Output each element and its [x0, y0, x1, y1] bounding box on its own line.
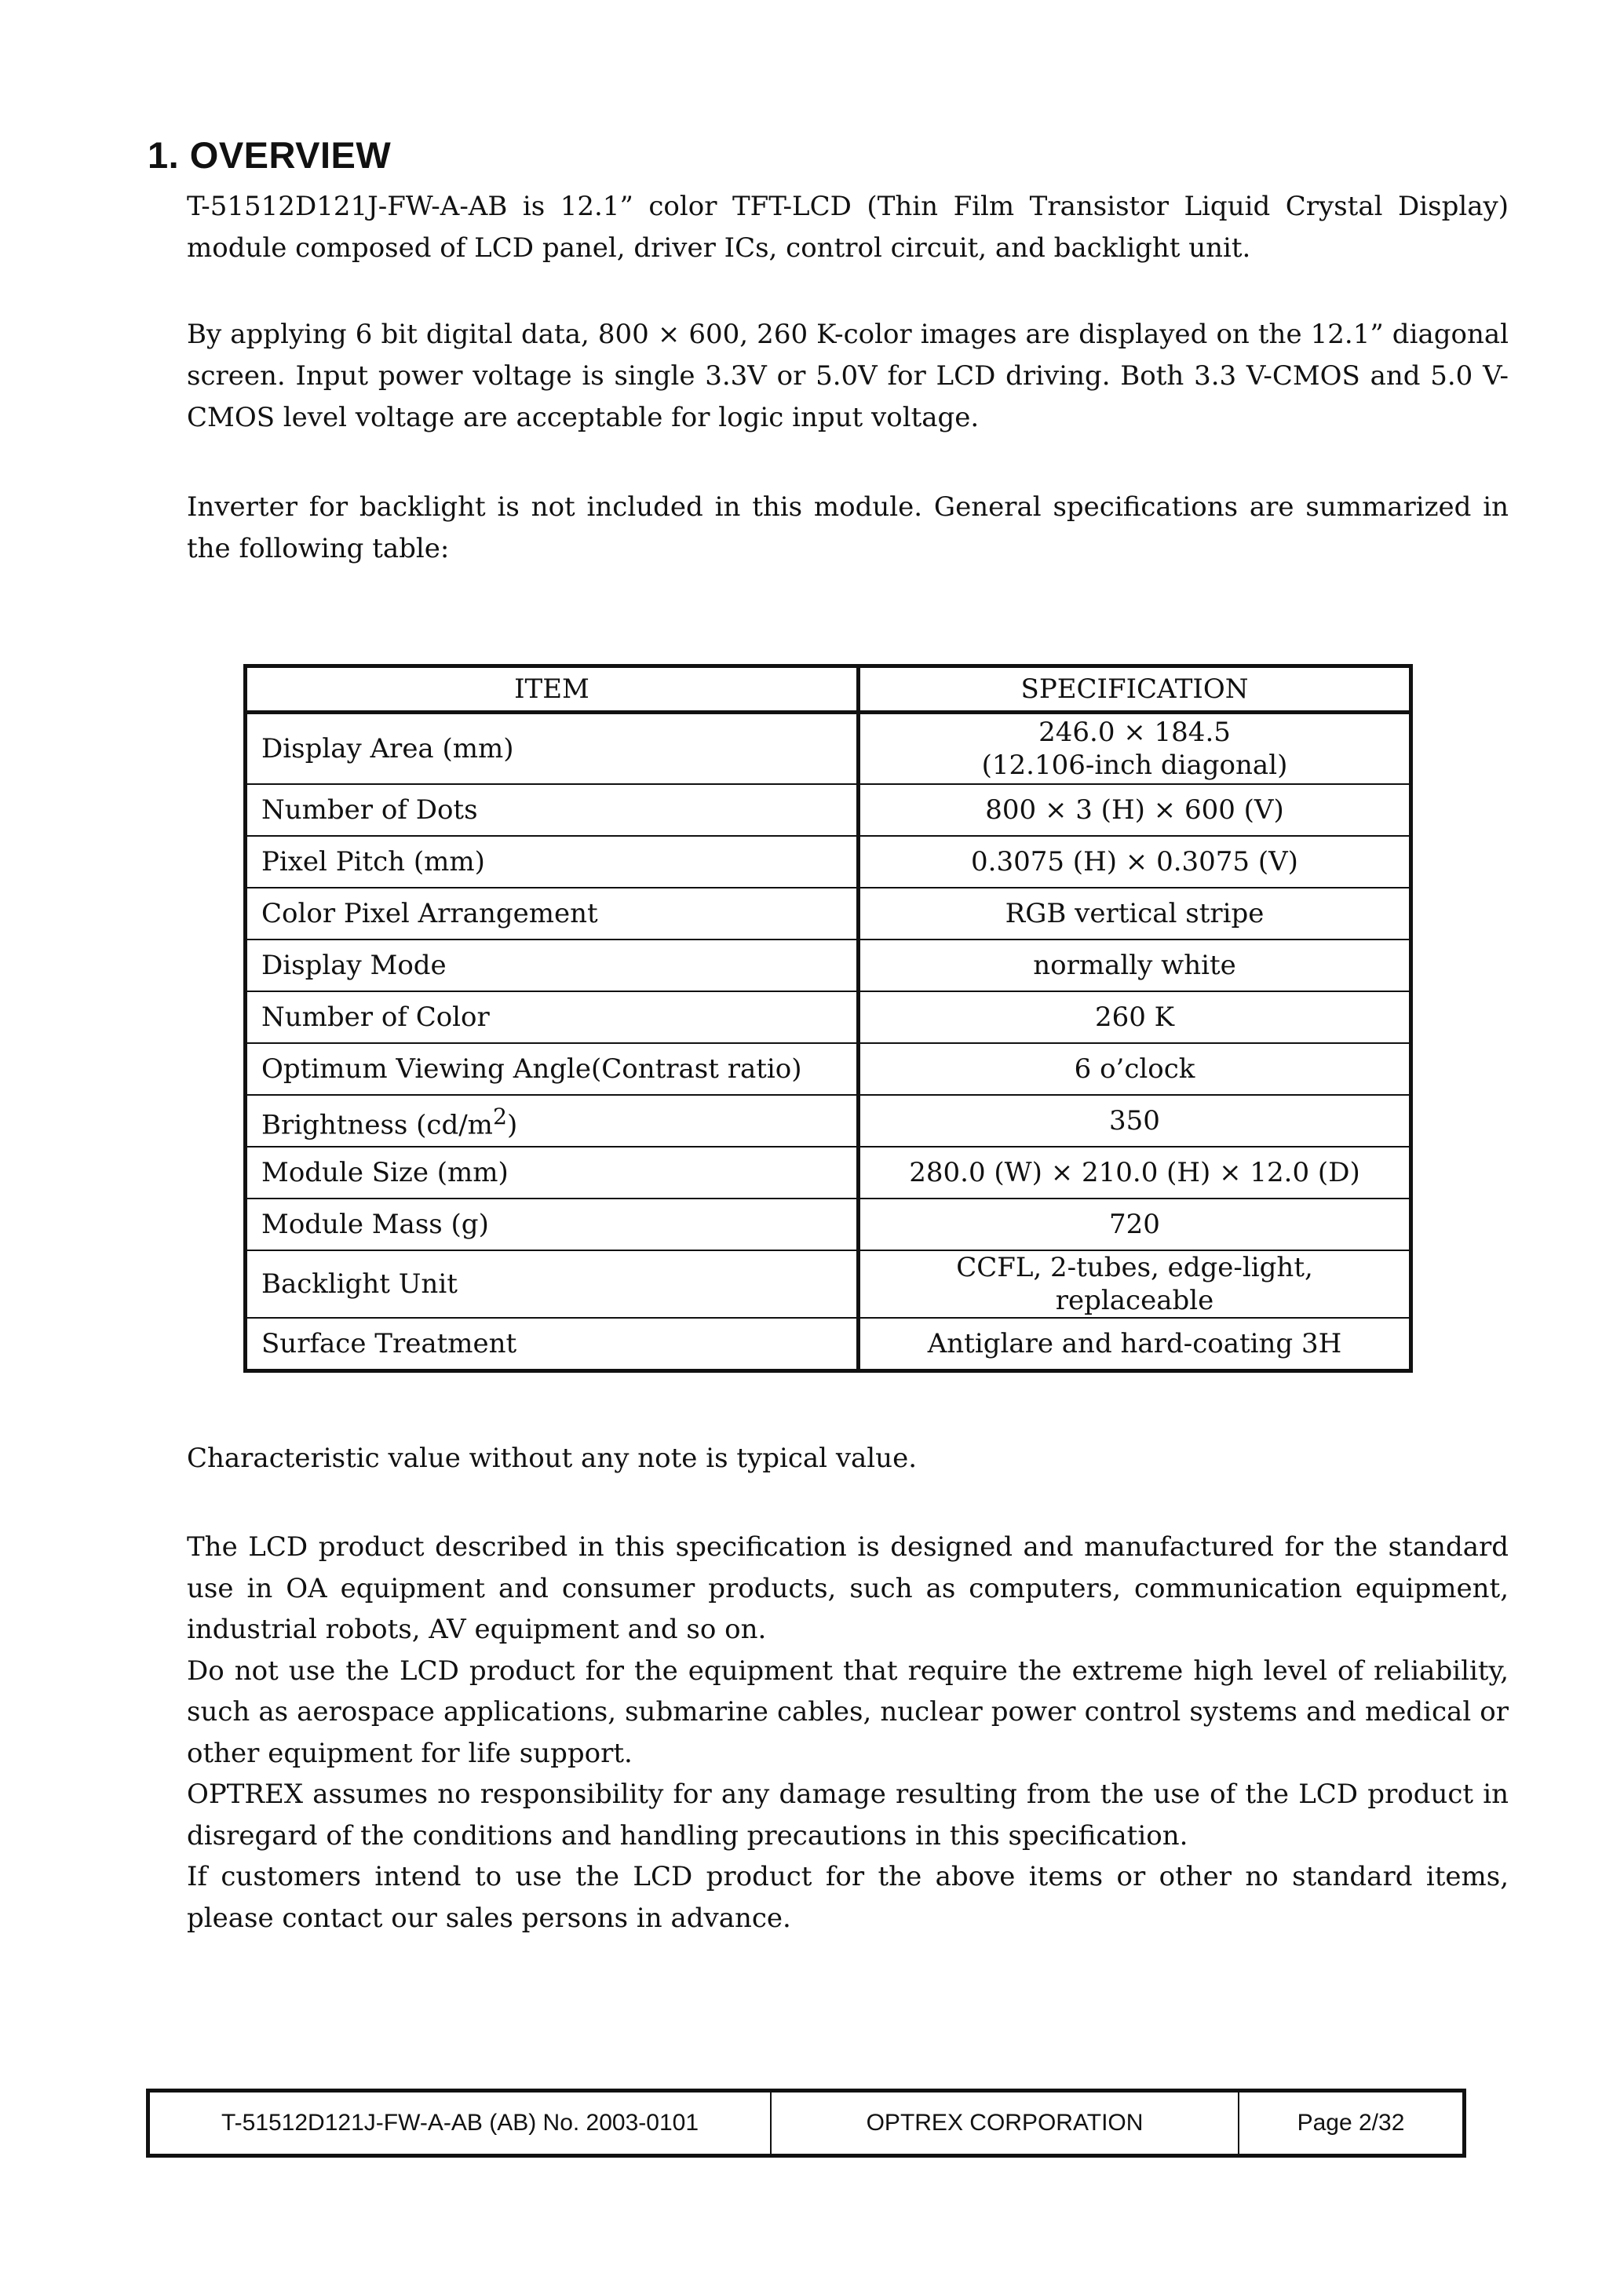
item-cell [247, 1095, 859, 1147]
spec-table-frame [243, 664, 1413, 1373]
item-text-tail: ) [506, 1109, 518, 1141]
table-row [247, 836, 1409, 888]
overview-paragraph-1: T-51512D121J-FW-A-AB is 12.1” color TFT-LCD (Thin Film Transistor Liquid Crystal Display) module composed of LCD panel, driver ICs, control circuit, and backlight unit. [187, 191, 1509, 264]
column-header-item: ITEM [247, 668, 859, 713]
column-header-specification: SPECIFICATION [859, 668, 1410, 713]
table-row [247, 1199, 1409, 1250]
spec-cell: 350 [859, 1095, 1410, 1147]
usage-disclaimer [187, 1527, 1509, 1939]
spec-cell: CCFL, 2-tubes, edge-light, replaceable [859, 1250, 1410, 1318]
item-cell: Module Size (mm) [247, 1147, 859, 1199]
item-cell: Number of Dots [247, 784, 859, 836]
table-row [247, 888, 1409, 940]
table-row [247, 940, 1409, 991]
table-row [247, 784, 1409, 836]
overview-paragraph-2: By applying 6 bit digital data, 800 × 600, 260 K-color images are displayed on the 12.1” diagonal screen. Input power voltage is single 3.3V or 5.0V for LCD driving. Both 3.3 V-CMOS and 5.0 V-CMOS level voltage are acceptable for logic input voltage. [187, 319, 1509, 433]
spec-cell: 800 × 3 (H) × 600 (V) [859, 784, 1410, 836]
spec-cell [859, 713, 1410, 785]
superscript: 2 [492, 1103, 507, 1129]
item-cell: Number of Color [247, 991, 859, 1043]
disclaimer-paragraph: OPTREX assumes no responsibility for any damage resulting from the use of the LCD product in disregard of the conditions and handling precautions in this specification. [187, 1779, 1509, 1852]
table-row [247, 991, 1409, 1043]
disclaimer-paragraph: Do not use the LCD product for the equipment that require the extreme high level of reliability, such as aerospace applications, submarine cables, nuclear power control systems and medical or other equipment for life support. [187, 1655, 1509, 1769]
section-heading: 1. OVERVIEW [148, 134, 392, 176]
overview-paragraph-3: Inverter for backlight is not included in this module. General specifications are summarized in the following table: [187, 491, 1509, 564]
spec-table-header-row [247, 668, 1409, 713]
table-row [247, 1250, 1409, 1318]
item-cell: Backlight Unit [247, 1250, 859, 1318]
table-row [247, 1318, 1409, 1369]
table-row [247, 1043, 1409, 1095]
table-row [247, 1095, 1409, 1147]
spec-value-secondary: (12.106-inch diagonal) [981, 750, 1288, 781]
spec-cell: 280.0 (W) × 210.0 (H) × 12.0 (D) [859, 1147, 1410, 1199]
item-cell: Pixel Pitch (mm) [247, 836, 859, 888]
spec-cell: RGB vertical stripe [859, 888, 1410, 940]
typical-value-note: Characteristic value without any note is typical value. [187, 1443, 918, 1474]
spec-cell: normally white [859, 940, 1410, 991]
item-cell: Optimum Viewing Angle(Contrast ratio) [247, 1043, 859, 1095]
spec-cell: 0.3075 (H) × 0.3075 (V) [859, 836, 1410, 888]
disclaimer-paragraph: The LCD product described in this specification is designed and manufactured for the standard use in OA equipment and consumer products, such as computers, communication equipment, industrial robots, AV equipment and so on. [187, 1531, 1509, 1645]
spec-cell: 260 K [859, 991, 1410, 1043]
spec-cell: 720 [859, 1199, 1410, 1250]
item-text: Brightness (cd/m [261, 1109, 493, 1141]
footer-doc-number: T-51512D121J-FW-A-AB (AB) No. 2003-0101 [150, 2092, 772, 2154]
item-cell: Color Pixel Arrangement [247, 888, 859, 940]
disclaimer-paragraph: If customers intend to use the LCD product for the above items or other no standard items, please contact our sales persons in advance. [187, 1861, 1509, 1934]
page-footer [146, 2089, 1466, 2158]
table-row [247, 1147, 1409, 1199]
spec-table [247, 668, 1409, 1369]
item-cell: Module Mass (g) [247, 1199, 859, 1250]
item-cell: Display Area (mm) [247, 713, 859, 785]
item-cell: Display Mode [247, 940, 859, 991]
item-cell: Surface Treatment [247, 1318, 859, 1369]
spec-cell: 6 o’clock [859, 1043, 1410, 1095]
table-row [247, 713, 1409, 785]
spec-cell: Antiglare and hard-coating 3H [859, 1318, 1410, 1369]
footer-company: OPTREX CORPORATION [772, 2092, 1239, 2154]
footer-page-number: Page 2/32 [1297, 2110, 1405, 2136]
spec-value: 246.0 × 184.5 [1038, 717, 1231, 748]
